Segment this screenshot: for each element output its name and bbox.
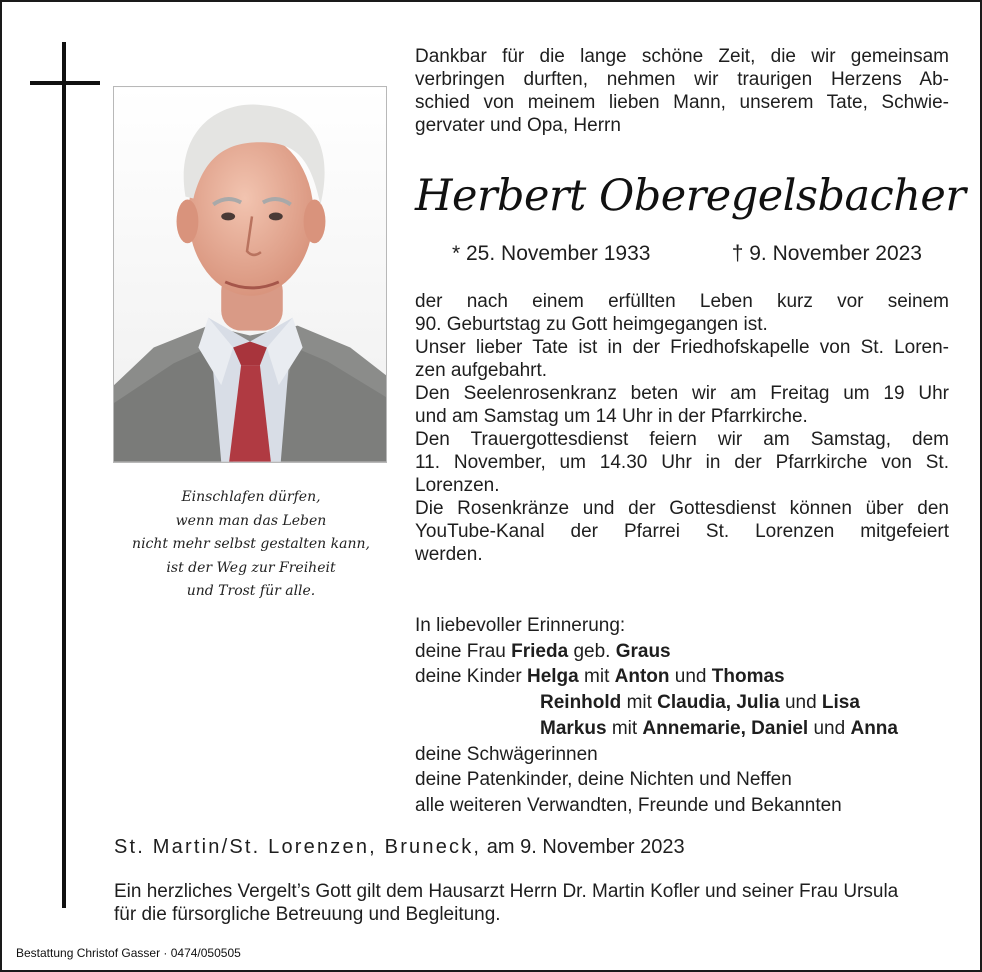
connector: mit [626,692,652,714]
body-line: Die Rosenkränze und der Gottesdienst können über den [415,498,949,519]
quote-line: Einschlafen dürfen, [181,489,321,505]
body-line: zen aufgebahrt. [415,360,548,381]
death-date: † 9. November 2023 [731,242,922,265]
connector: mit [611,717,638,739]
intro-line: verbringen durften, nehmen wir traurigen Herzens Ab- [415,69,949,90]
wife-name: Frieda [511,640,569,662]
quote-line: ist der Weg zur Freiheit [166,559,336,576]
partner-names: Annemarie, Daniel [642,717,809,739]
connector: und [813,717,846,739]
wife-mid: geb. [573,640,611,662]
deceased-name: Herbert Oberegelsbacher [415,171,966,221]
grandchildren-names: Anna [850,717,898,739]
quote-line: nicht mehr selbst gestalten kann, [132,536,370,552]
quote-line: wenn man das Leben [175,512,327,529]
body-line: und am Samstag um 14 Uhr in der Pfarrkirche. [415,406,808,427]
connector: mit [584,666,610,688]
partner-name: Anton [614,666,670,688]
intro-line: gervater und Opa, Herrn [415,115,621,136]
grandchildren-names: Thomas [711,666,785,688]
body-line: der nach einem erfüllten Leben kurz vor seinem [415,291,949,312]
body-line: 90. Geburtstag zu Gott heimgegangen ist. [415,314,768,335]
place-and-date [114,834,685,860]
life-dates [452,241,922,267]
body-text [415,290,949,566]
cross-vertical-bar [62,42,66,908]
children-prefix: deine Kinder [415,666,522,688]
family-other-line: deine Patenkinder, deine Nichten und Neffen [415,769,792,791]
family-child-line [415,690,955,716]
portrait-illustration [114,87,386,462]
grandchildren-names: Lisa [821,692,860,714]
body-line: Den Seelenrosenkranz beten wir am Freitag um 19 Uhr [415,383,949,404]
family-other-line: deine Schwägerinnen [415,743,598,765]
memorial-quote [114,486,388,604]
body-line: werden. [415,544,483,565]
birth-date: * 25. November 1933 [452,242,651,265]
portrait-photo [113,86,387,463]
connector: und [784,692,817,714]
funeral-home-footer: Bestattung Christof Gasser · 0474/050505 [16,946,241,960]
quote-line: und Trost für alle. [186,583,316,599]
thanks-line: Ein herzliches Vergelt’s Gott gilt dem Hausarzt Herrn Dr. Martin Kofler und seiner Frau Ursula [114,881,899,902]
wife-maiden-name: Graus [615,640,671,662]
thanks-text [114,880,954,926]
family-list [415,613,955,819]
body-line: Lorenzen. [415,475,500,496]
body-line: 11. November, um 14.30 Uhr in der Pfarrkirche von St. [415,452,949,473]
thanks-line: für die fürsorgliche Betreuung und Begleitung. [114,904,501,925]
child-name: Markus [540,717,607,739]
child-name: Reinhold [540,692,622,714]
intro-line: Dankbar für die lange schöne Zeit, die wir gemeinsam [415,46,949,67]
cross-horizontal-bar [30,81,100,85]
connector: und [674,666,707,688]
body-line: YouTube-Kanal der Pfarrei St. Lorenzen mitgefeiert [415,521,949,542]
family-other-line: alle weiteren Verwandten, Freunde und Bekannten [415,794,842,816]
notice-date: am 9. November 2023 [486,836,685,858]
partner-names: Claudia, Julia [657,692,780,714]
wife-prefix: deine Frau [415,640,506,662]
intro-text [415,45,949,137]
family-wife-line [415,639,955,665]
family-child-line [415,716,955,742]
family-child-line [415,664,955,690]
body-line: Den Trauergottesdienst feiern wir am Samstag, dem [415,429,949,450]
place-names: St. Martin/St. Lorenzen, Bruneck, [114,836,482,858]
intro-line: schied von meinem lieben Mann, unserem Tate, Schwie- [415,92,949,113]
child-name: Helga [526,666,579,688]
body-line: Unser lieber Tate ist in der Friedhofskapelle von St. Loren- [415,337,949,358]
family-intro: In liebevoller Erinnerung: [415,615,626,636]
